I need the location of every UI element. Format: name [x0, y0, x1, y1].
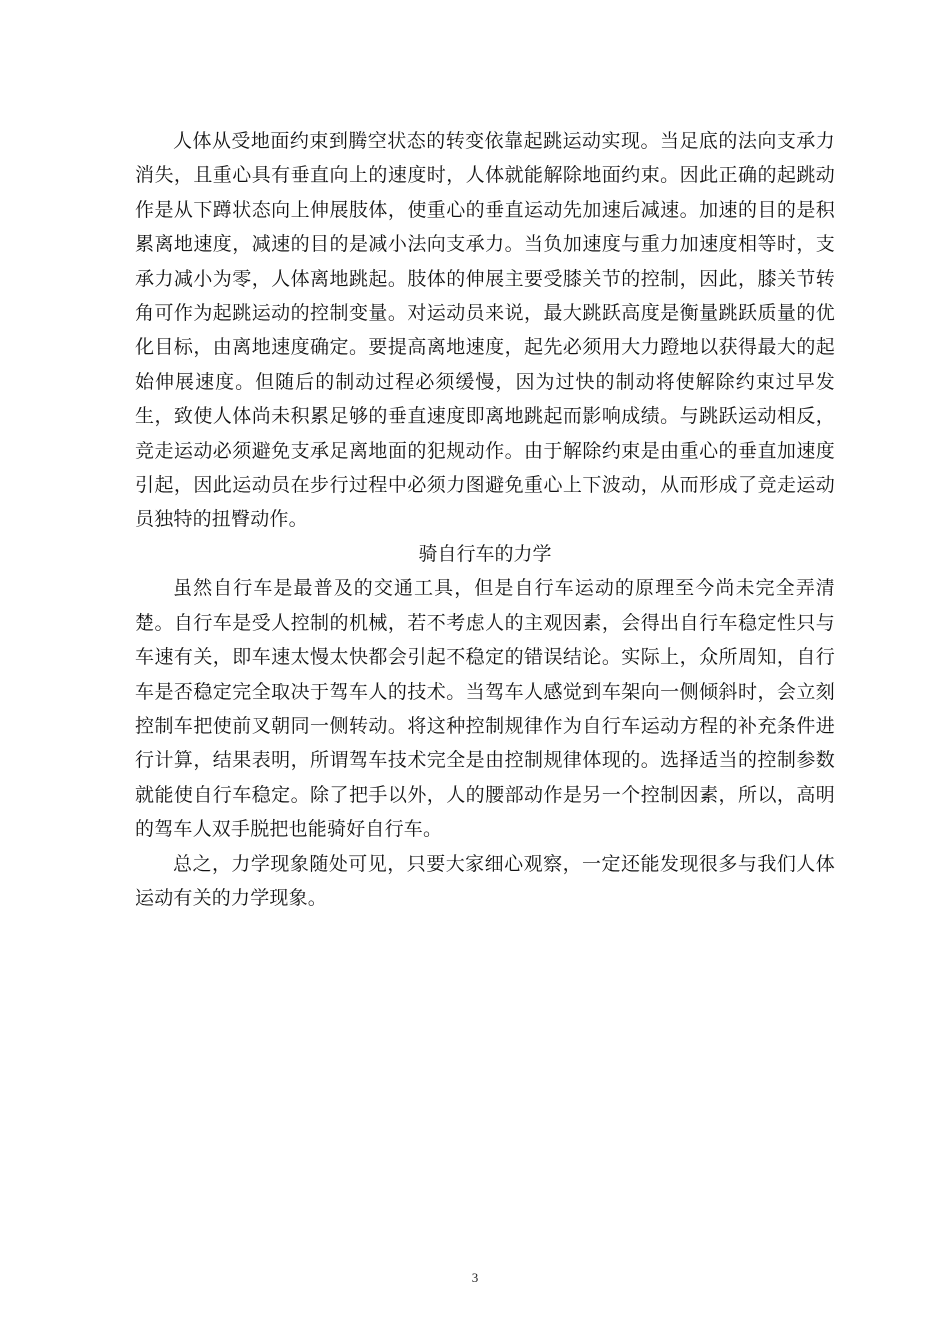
section-heading: 骑自行车的力学	[418, 542, 552, 565]
page-number: 3	[471, 1270, 479, 1285]
page-content	[135, 124, 835, 915]
paragraph-bicycle: 虽然自行车是最普及的交通工具，但是自行车运动的原理至今尚未完全弄清楚。自行车是受人控制的机械，若不考虑人的主观因素，会得出自行车稳定性只与车速有关，即车速太慢太快都会引起不稳定的错误结论。实际上，众所周知，自行车是否稳定完全取决于驾车人的技术。当驾车人感觉到车架向一侧倾斜时，会立刻控制车把使前叉朝同一侧转动。将这种控制规律作为自行车运动方程的补充条件进行计算，结果表明，所谓驾车技术完全是由控制规律体现的。选择适当的控制参数就能使自行车稳定。除了把手以外，人的腰部动作是另一个控制因素，所以，高明的驾车人双手脱把也能骑好自行车。	[135, 577, 835, 841]
paragraph-jumping: 人体从受地面约束到腾空状态的转变依靠起跳运动实现。当足底的法向支承力消失，且重心具有垂直向上的速度时，人体就能解除地面约束。因此正确的起跳动作是从下蹲状态向上伸展肢体，使重心的垂直运动先加速后减速。加速的目的是积累离地速度，减速的目的是减小法向支承力。当负加速度与重力加速度相等时，支承力减小为零，人体离地跳起。肢体的伸展主要受膝关节的控制，因此，膝关节转角可作为起跳运动的控制变量。对运动员来说，最大跳跃高度是衡量跳跃质量的优化目标，由离地速度确定。要提高离地速度，起先必须用大力蹬地以获得最大的起始伸展速度。但随后的制动过程必须缓慢，因为过快的制动将使解除约束过早发生，致使人体尚未积累足够的垂直速度即离地跳起而影响成绩。与跳跃运动相反，竞走运动必须避免支承足离地面的犯规动作。由于解除约束是由重心的垂直加速度引起，因此运动员在步行过程中必须力图避免重心上下波动，从而形成了竞走运动员独特的扭臀动作。	[135, 130, 835, 531]
paragraph-conclusion: 总之，力学现象随处可见，只要大家细心观察，一定还能发现很多与我们人体运动有关的力学现象。	[135, 852, 835, 909]
